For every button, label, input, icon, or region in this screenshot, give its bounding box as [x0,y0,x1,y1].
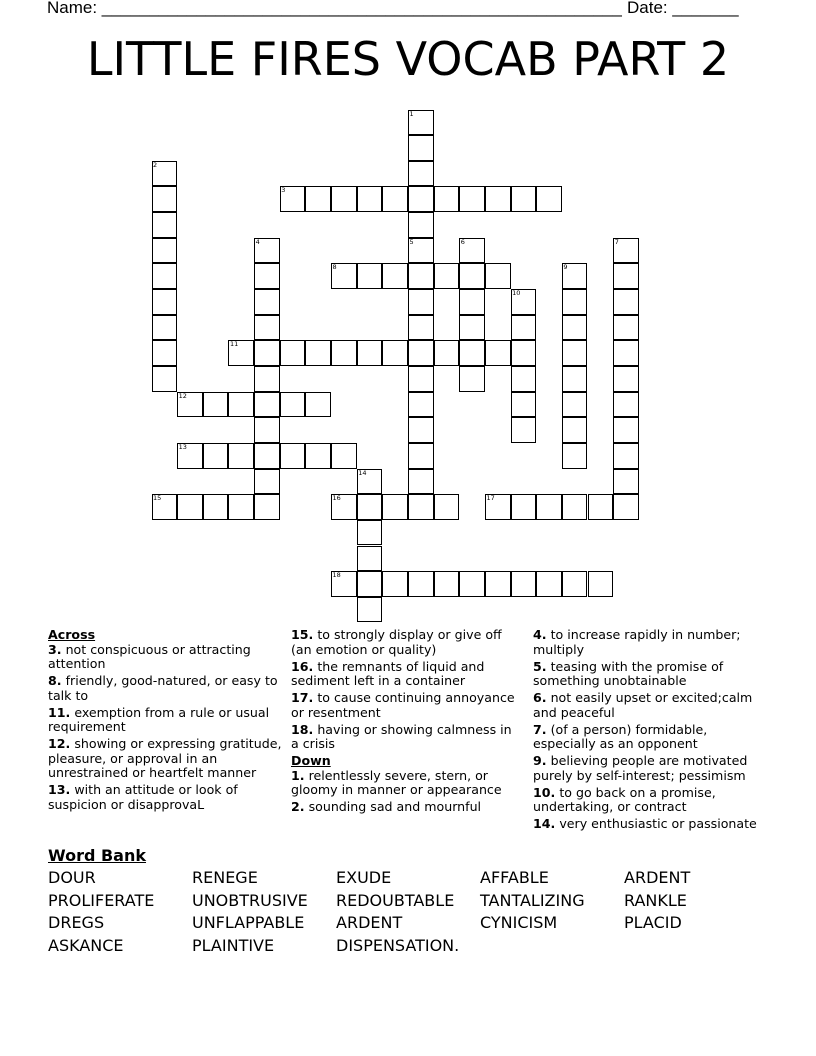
word-bank-item: AFFABLE [480,868,549,887]
grid-cell[interactable] [434,571,460,597]
clue-number: 1 [409,109,414,118]
grid-cell[interactable] [382,340,408,366]
grid-cell[interactable] [613,469,639,495]
grid-cell[interactable] [613,417,639,443]
grid-cell[interactable] [331,443,357,469]
grid-cell[interactable] [408,494,434,520]
grid-cell[interactable] [228,392,254,418]
clue-number: 6 [460,237,465,246]
grid-cell[interactable] [152,161,178,187]
across-heading: Across [48,627,96,642]
clue-down-10: 10. to go back on a promise, undertaking, or contract [533,784,716,814]
grid-cell[interactable] [459,571,485,597]
grid-cell[interactable] [408,469,434,495]
page-title: LITTLE FIRES VOCAB PART 2 [86,32,730,86]
grid-cell[interactable] [613,392,639,418]
clue-across-8: 8. friendly, good-natured, or easy to talk to [48,673,278,703]
grid-cell[interactable] [152,315,178,341]
word-bank-item: DISPENSATION. [336,935,460,955]
grid-cell[interactable] [331,186,357,212]
grid-cell[interactable] [254,392,280,418]
grid-cell[interactable] [511,315,537,341]
word-bank-item: UNOBTRUSIVE [192,890,308,910]
grid-cell[interactable] [228,340,254,366]
clue-number: 12 [178,391,187,400]
grid-cell[interactable] [562,443,588,469]
grid-cell[interactable] [152,289,178,315]
clue-down-9: 9. believing people are motivated purely by self-interest; pessimism [533,753,748,783]
grid-cell[interactable] [485,186,511,212]
clue-number: 2 [153,160,158,169]
grid-cell[interactable] [331,263,357,289]
grid-cell[interactable] [459,263,485,289]
grid-cell[interactable] [511,494,537,520]
clue-number: 18 [332,571,341,580]
word-bank-item: EXUDE [336,868,392,887]
grid-cell[interactable] [254,238,280,264]
grid-cell[interactable] [408,135,434,161]
grid-cell[interactable] [485,340,511,366]
grid-cell[interactable] [408,443,434,469]
clue-across-16: 16. the remnants of liquid and sediment left in a container [291,658,485,688]
grid-cell[interactable] [280,392,306,418]
grid-cell[interactable] [408,161,434,187]
word-bank-item: RENEGE [192,868,258,887]
grid-cell[interactable] [408,340,434,366]
clue-across-13: 13. with an attitude or look of suspicion or disapprovaL [48,782,238,812]
grid-cell[interactable] [254,469,280,495]
clue-number: 13 [178,442,187,451]
grid-cell[interactable] [511,417,537,443]
grid-cell[interactable] [408,110,434,136]
word-bank-item: ASKANCE [48,935,124,955]
word-bank-item: UNFLAPPABLE [192,913,305,933]
grid-cell[interactable] [254,340,280,366]
grid-cell[interactable] [434,340,460,366]
grid-cell[interactable] [305,340,331,366]
grid-cell[interactable] [382,494,408,520]
grid-cell[interactable] [280,443,306,469]
grid-cell[interactable] [357,340,383,366]
clue-number: 14 [358,468,367,477]
grid-cell[interactable] [357,546,383,572]
grid-cell[interactable] [331,494,357,520]
grid-cell[interactable] [408,571,434,597]
grid-cell[interactable] [305,443,331,469]
clue-number: 15 [153,494,162,503]
down-heading: Down [291,753,331,768]
grid-cell[interactable] [254,289,280,315]
grid-cell[interactable] [536,571,562,597]
grid-cell[interactable] [511,289,537,315]
clue-number: 17 [486,494,495,503]
grid-cell[interactable] [613,494,639,520]
clue-across-3: 3. not conspicuous or attracting attention [48,641,251,671]
word-bank-item: ARDENT [624,868,691,887]
word-bank [48,868,788,956]
grid-cell[interactable] [613,315,639,341]
grid-cell[interactable] [459,238,485,264]
grid-cell[interactable] [254,366,280,392]
word-bank-item: TANTALIZING [480,890,585,910]
clue-down-5: 5. teasing with the promise of something unobtainable [533,658,724,688]
clue-number: 16 [332,494,341,503]
word-bank-item: REDOUBTABLE [336,890,455,910]
word-bank-item: CYNICISM [480,913,558,933]
grid-cell[interactable] [203,443,229,469]
clue-down-14: 14. very enthusiastic or passionate [533,816,757,831]
grid-cell[interactable] [408,315,434,341]
grid-cell[interactable] [254,417,280,443]
grid-cell[interactable] [152,212,178,238]
grid-cell[interactable] [357,186,383,212]
grid-cell[interactable] [408,186,434,212]
grid-cell[interactable] [562,366,588,392]
grid-cell[interactable] [562,392,588,418]
grid-cell[interactable] [382,263,408,289]
grid-cell[interactable] [562,571,588,597]
clue-across-17: 17. to cause continuing annoyance or resentment [291,690,515,720]
clue-column-1 [48,628,284,815]
clue-number: 5 [409,237,414,246]
clue-number: 8 [332,263,337,272]
grid-cell[interactable] [203,392,229,418]
grid-cell[interactable] [254,263,280,289]
grid-cell[interactable] [254,315,280,341]
clue-column-2 [291,628,521,817]
grid-cell[interactable] [357,520,383,546]
grid-cell[interactable] [459,289,485,315]
grid-cell[interactable] [511,186,537,212]
clue-number: 9 [563,263,568,272]
grid-cell[interactable] [280,340,306,366]
grid-cell[interactable] [254,494,280,520]
grid-cell[interactable] [459,340,485,366]
clue-number: 11 [229,340,239,349]
grid-cell[interactable] [485,263,511,289]
grid-cell[interactable] [357,494,383,520]
grid-cell[interactable] [331,340,357,366]
grid-cell[interactable] [408,212,434,238]
clue-down-2: 2. sounding sad and mournful [291,799,482,814]
grid-cell[interactable] [459,186,485,212]
clue-across-15: 15. to strongly display or give off (an emotion or quality) [291,627,502,657]
grid-cell[interactable] [562,263,588,289]
grid-cell[interactable] [613,340,639,366]
grid-cell[interactable] [408,392,434,418]
grid-cell[interactable] [382,186,408,212]
word-bank-item: PLACID [624,913,682,933]
clue-down-7: 7. (of a person) formidable, especially as an opponent [533,721,708,751]
word-bank-item: DOUR [48,868,96,887]
grid-cell[interactable] [613,289,639,315]
grid-cell[interactable] [562,417,588,443]
grid-cell[interactable] [485,571,511,597]
grid-cell[interactable] [562,289,588,315]
grid-cell[interactable] [280,186,306,212]
grid-cell[interactable] [305,186,331,212]
grid-cell[interactable] [152,238,178,264]
grid-cell[interactable] [382,571,408,597]
grid-cell[interactable] [459,366,485,392]
grid-cell[interactable] [357,263,383,289]
grid-cell[interactable] [511,392,537,418]
grid-cell[interactable] [511,366,537,392]
grid-cell[interactable] [152,186,178,212]
clue-across-11: 11. exemption from a rule or usual requirement [48,704,270,734]
grid-cell[interactable] [434,263,460,289]
grid-cell[interactable] [562,315,588,341]
grid-cell[interactable] [408,263,434,289]
grid-cell[interactable] [408,238,434,264]
word-bank-item: PROLIFERATE [48,890,155,910]
clue-down-1: 1. relentlessly severe, stern, or gloomy in manner or appearance [291,767,502,797]
date-line: Date: _______ [627,0,739,17]
grid-cell[interactable] [305,392,331,418]
grid-cell[interactable] [177,443,203,469]
grid-cell[interactable] [434,494,460,520]
grid-cell[interactable] [331,571,357,597]
grid-cell[interactable] [588,494,614,520]
word-bank-item: PLAINTIVE [192,935,275,955]
grid-cell[interactable] [228,494,254,520]
grid-cell[interactable] [357,571,383,597]
word-bank-item: DREGS [48,913,105,933]
grid-cell[interactable] [536,186,562,212]
grid-cell[interactable] [203,494,229,520]
clue-number: 10 [512,289,521,298]
grid-cell[interactable] [152,366,178,392]
clue-number: 4 [255,237,260,246]
grid-cell[interactable] [357,597,383,623]
grid-cell[interactable] [613,443,639,469]
grid-cell[interactable] [511,571,537,597]
word-bank-item: RANKLE [624,890,687,910]
grid-cell[interactable] [152,263,178,289]
clue-down-4: 4. to increase rapidly in number; multiply [533,627,741,657]
grid-cell[interactable] [536,494,562,520]
grid-cell[interactable] [511,340,537,366]
clue-column-3 [533,628,773,834]
grid-cell[interactable] [228,443,254,469]
grid-cell[interactable] [357,469,383,495]
clue-number: 3 [281,186,286,195]
clue-across-18: 18. having or showing calmness in a crisis [291,721,512,751]
grid-cell[interactable] [613,238,639,264]
grid-cell[interactable] [254,443,280,469]
grid-cell[interactable] [408,366,434,392]
grid-cell[interactable] [459,315,485,341]
clue-across-12: 12. showing or expressing gratitude, pleasure, or approval in an unrestrained or heartfelt manner [48,736,282,780]
grid-cell[interactable] [562,340,588,366]
grid-cell[interactable] [152,494,178,520]
grid-cell[interactable] [562,494,588,520]
grid-cell[interactable] [408,289,434,315]
name-line: Name: _______________________________________________________ [47,0,622,17]
grid-cell[interactable] [613,366,639,392]
clue-down-6: 6. not easily upset or excited;calm and peaceful [533,690,753,720]
word-bank-title: Word Bank [48,846,147,865]
grid-cell[interactable] [177,392,203,418]
grid-cell[interactable] [485,494,511,520]
clue-number: 7 [614,237,619,246]
grid-cell[interactable] [152,340,178,366]
grid-cell[interactable] [613,263,639,289]
grid-cell[interactable] [434,186,460,212]
grid-cell[interactable] [177,494,203,520]
word-bank-item: ARDENT [336,913,403,933]
grid-cell[interactable] [408,417,434,443]
grid-cell[interactable] [588,571,614,597]
